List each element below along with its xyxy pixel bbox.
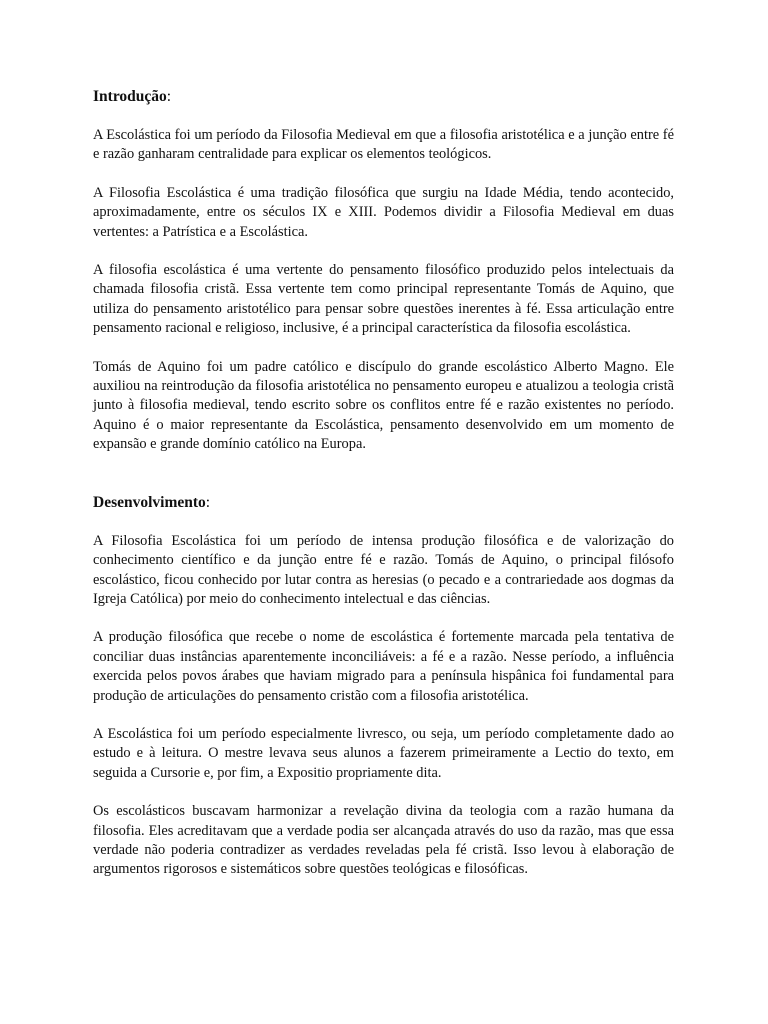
intro-paragraph-2: A Filosofia Escolástica é uma tradição filosófica que surgiu na Idade Média, tendo acontecido, aproximadamente, entre os séculos IX e XIII. Podemos dividir a Filosofia Medieval em duas vertentes: a Patrística e a Escolástica. [93,184,674,240]
development-heading-colon: : [205,493,211,511]
development-paragraph-3: A Escolástica foi um período especialmente livresco, ou seja, um período completamente dado ao estudo e à leitura. O mestre levava seus alunos a fazerem primeiramente a Lectio do texto, em seguida a Cursorie e, por fim, a Expositio propriamente dita. [93,725,674,781]
intro-heading [93,86,674,108]
section-spacer [93,474,674,492]
intro-heading-colon: : [166,88,172,105]
development-paragraph-2: A produção filosófica que recebe o nome de escolástica é fortemente marcada pela tentativa de conciliar duas instâncias aparentemente inconciliáveis: a fé e a razão. Nesse período, a influência exercida pelos povos árabes que haviam migrado para a península hispânica foi fundamental para produção de articulações do pensamento cristão com a filosofia aristotélica. [93,629,674,704]
intro-heading-text: Introdução [93,88,167,105]
development-heading-text: Desenvolvimento [93,493,206,511]
intro-paragraph-1: A Escolástica foi um período da Filosofia Medieval em que a filosofia aristotélica e a junção entre fé e razão ganharam centralidade para explicar os elementos teológicos. [93,127,674,163]
intro-paragraph-3: A filosofia escolástica é uma vertente do pensamento filosófico produzido pelos intelectuais da chamada filosofia cristã. Essa vertente tem como principal representante Tomás de Aquino, que utiliza do pensamento aristotélico para pensar sobre questões inerentes à fé. Essa articulação entre pensamento racional e religioso, inclusive, é a principal característica da filosofia escolástica. [93,262,674,337]
development-paragraph-4: Os escolásticos buscavam harmonizar a revelação divina da teologia com a razão humana da filosofia. Eles acreditavam que a verdade podia ser alcançada através do uso da razão, mas que essa verdade não poderia contradizer as verdades reveladas pela fé cristã. Isso levou à elaboração de argumentos rigorosos e sistemáticos sobre questões teológicas e filosóficas. [93,803,674,878]
document-page [93,86,674,899]
development-paragraph-1: A Filosofia Escolástica foi um período de intensa produção filosófica e de valorização do conhecimento científico e da junção entre fé e razão. Tomás de Aquino, o principal filósofo escolástico, ficou conhecido por lutar contra as heresias (o pecado e a contrariedade aos dogmas da Igreja Católica) por meio do conhecimento intelectual e das ciências. [93,532,674,607]
development-heading [93,492,674,514]
intro-paragraph-4: Tomás de Aquino foi um padre católico e discípulo do grande escolástico Alberto Magno. Ele auxiliou na reintrodução da filosofia aristotélica no pensamento europeu e atualizou a teologia cristã junto à filosofia medieval, tendo escrito sobre os conflitos entre fé e razão existentes no período. Aquino é o maior representante da Escolástica, pensamento desenvolvido em um momento de expansão e grande domínio católico na Europa. [93,358,674,453]
